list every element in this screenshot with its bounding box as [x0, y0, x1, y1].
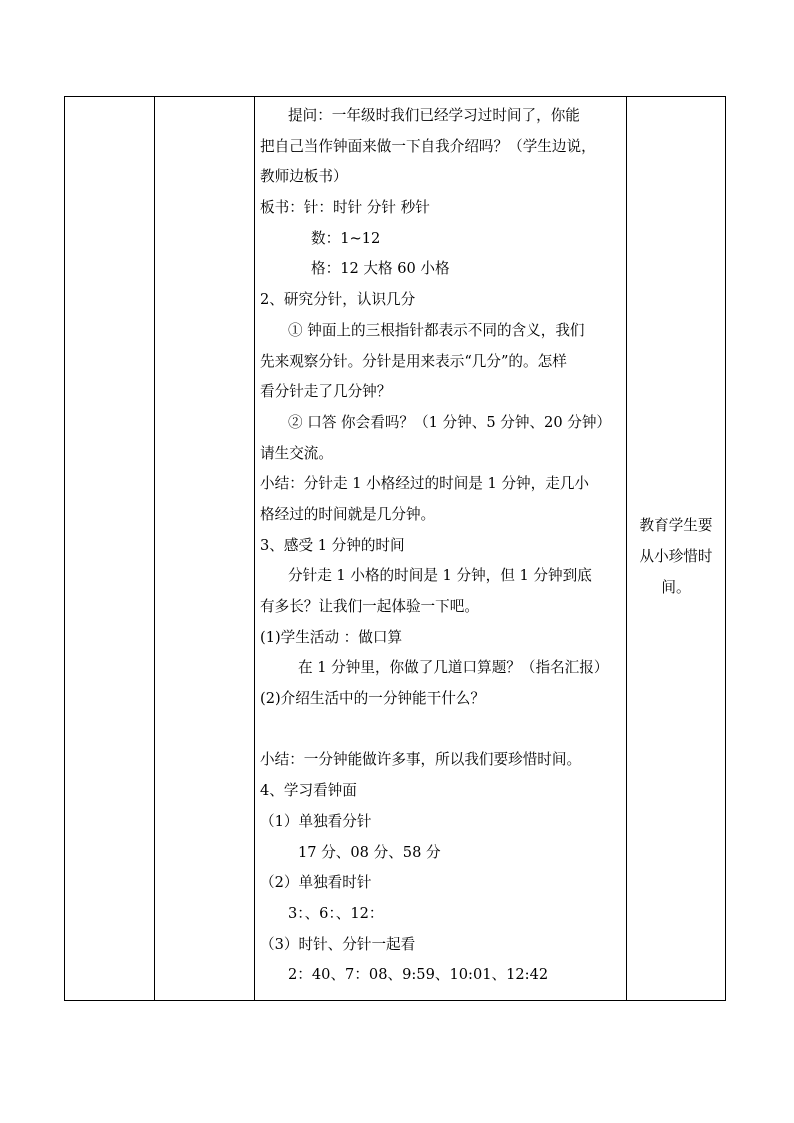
- text-line: ② 口答 你会看吗？（1 分钟、5 分钟、20 分钟）: [288, 413, 612, 431]
- text-line: (1)学生活动 ：做口算: [260, 628, 403, 646]
- text-line: （2）单独看时针: [260, 874, 372, 892]
- lesson-plan-table: [64, 96, 726, 1001]
- text-line: 小结：分针走 1 小格经过的时间是 1 分钟，走几小: [260, 475, 590, 493]
- text-line: 3：、6：、12：: [288, 904, 384, 922]
- text-line: 在 1 分钟里，你做了几道口算题？（指名汇报）: [298, 659, 609, 677]
- note-line: 教育学生要: [639, 517, 713, 535]
- note-line: 从小珍惜时: [639, 548, 713, 566]
- text-line: 请生交流。: [260, 444, 333, 462]
- text-line: 把自己当作钟面来做一下自我介绍吗？（学生边说，: [260, 137, 596, 155]
- teaching-process-text: [255, 97, 626, 991]
- text-line: （1）单独看分针: [260, 812, 372, 830]
- text-line: (2)介绍生活中的一分钟能干什么？: [260, 690, 485, 708]
- text-line: 3、感受 1 分钟的时间: [260, 536, 405, 554]
- design-intent-note: [627, 493, 725, 603]
- text-line: [260, 715, 624, 746]
- text-line: 看分针走了几分钟？: [260, 383, 392, 401]
- text-line: 分针走 1 小格的时间是 1 分钟，但 1 分钟到底: [288, 567, 592, 585]
- text-line: 小结：一分钟能做许多事，所以我们要珍惜时间。: [260, 751, 582, 769]
- blank-cell-1: [65, 97, 155, 1001]
- note-line: 间。: [661, 578, 691, 596]
- blank-cell-2: [155, 97, 255, 1001]
- text-line: ① 钟面上的三根指针都表示不同的含义，我们: [288, 321, 585, 339]
- text-line: 格：12 大格 60 小格: [311, 260, 450, 278]
- text-line: 教师边板书）: [260, 168, 348, 186]
- text-line: 2：40、7：08、9:59、10:01、12:42: [288, 966, 549, 984]
- text-line: 数：1~12: [311, 229, 381, 247]
- text-line: 提问：一年级时我们已经学习过时间了，你能: [288, 107, 580, 124]
- teaching-process-cell: [255, 97, 627, 1001]
- text-line: 板书：针：时针 分针 秒针: [260, 199, 430, 217]
- text-line: 17 分、08 分、58 分: [298, 843, 441, 861]
- text-line: （3）时针、分针一起看: [260, 935, 416, 953]
- text-line: 4、学习看钟面: [260, 782, 357, 800]
- design-intent-cell: [627, 97, 726, 1001]
- table-row: [65, 97, 726, 1001]
- text-line: 有多长？让我们一起体验一下吧。: [260, 598, 479, 615]
- text-line: 2、研究分针，认识几分: [260, 291, 416, 309]
- text-line: 先来观察分针。分针是用来表示“几分”的。怎样: [260, 352, 567, 370]
- text-line: 格经过的时间就是几分钟。: [260, 505, 436, 523]
